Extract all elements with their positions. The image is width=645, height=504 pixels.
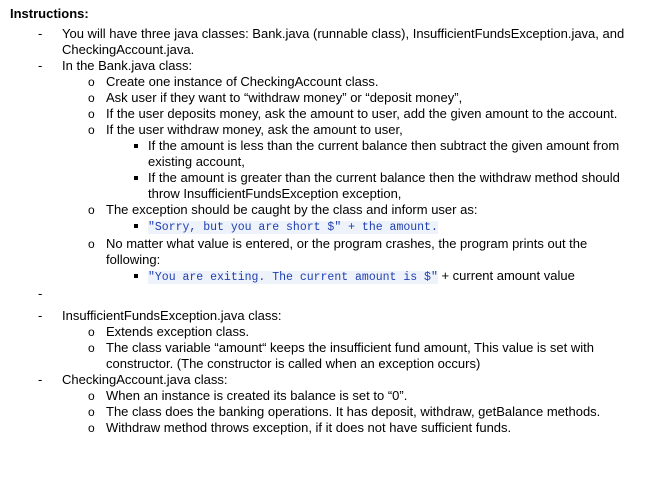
checking-sub-text: The class does the banking operations. It has deposit, withdraw, getBalance methods. [106,404,601,419]
sorry-code: "Sorry, but you are short $" + the amount. [148,221,438,234]
exception-heading: InsufficientFundsException.java class: [62,308,282,323]
withdraw-sub-item [10,138,635,170]
bank-sub-item [10,122,635,202]
checking-sub-item [10,404,635,420]
bank-sub-item [10,106,635,122]
list-item-classes [10,26,635,58]
withdraw-sub-item [10,170,635,202]
bank-sub-item [10,90,635,106]
bank-sub-text: If the user deposits money, ask the amount to user, add the given amount to the account. [106,106,618,121]
list-item-exception [10,308,635,372]
checking-sub-text: Withdraw method throws exception, if it does not have sufficient funds. [106,420,512,435]
exception-sub-item [10,340,635,372]
classes-text: You will have three java classes: Bank.java (runnable class), InsufficientFundsException.java, and CheckingAccount.java. [62,26,625,57]
exception-sub-item [10,324,635,340]
withdraw-sublist [106,138,635,202]
bank-sub-text: The exception should be caught by the class and inform user as: [106,202,478,217]
bank-sub-item [10,74,635,90]
withdraw-sub-text: If the amount is less than the current balance then subtract the given amount from existing account, [148,138,620,169]
sorry-sublist [106,218,635,236]
instructions-heading: Instructions: [10,6,89,21]
list-item-checking [10,372,635,436]
exit-code: "You are exiting. The current amount is $" [148,271,438,284]
bank-sub-text: Ask user if they want to “withdraw money” or “deposit money”, [106,90,463,105]
instructions-list [10,26,635,436]
list-item-empty [10,286,635,308]
bank-sublist [62,74,635,286]
exit-item [10,268,635,286]
bank-sub-text: No matter what value is entered, or the program crashes, the program prints out the following: [106,236,588,267]
checking-sub-text: When an instance is created its balance is set to “0”. [106,388,408,403]
sorry-item [10,218,635,236]
withdraw-sub-text: If the amount is greater than the current balance then the withdraw method should throw InsufficientFundsException exception, [148,170,620,201]
bank-sub-item [10,236,635,286]
checking-sub-item [10,420,635,436]
bank-heading: In the Bank.java class: [62,58,193,73]
bank-sub-text: Create one instance of CheckingAccount class. [106,74,379,89]
exit-sublist [106,268,635,286]
bank-sub-text: If the user withdraw money, ask the amount to user, [106,122,403,137]
exception-sub-text: The class variable “amount“ keeps the insufficient fund amount, This value is set with constructor. (The constructor is called when an exception occurs) [106,340,594,371]
checking-heading: CheckingAccount.java class: [62,372,228,387]
exception-sub-text: Extends exception class. [106,324,250,339]
bank-sub-item [10,202,635,236]
list-item-bank [10,58,635,286]
checking-sublist [62,388,635,436]
exception-sublist [62,324,635,372]
checking-sub-item [10,388,635,404]
exit-suffix: + current amount value [437,268,575,283]
